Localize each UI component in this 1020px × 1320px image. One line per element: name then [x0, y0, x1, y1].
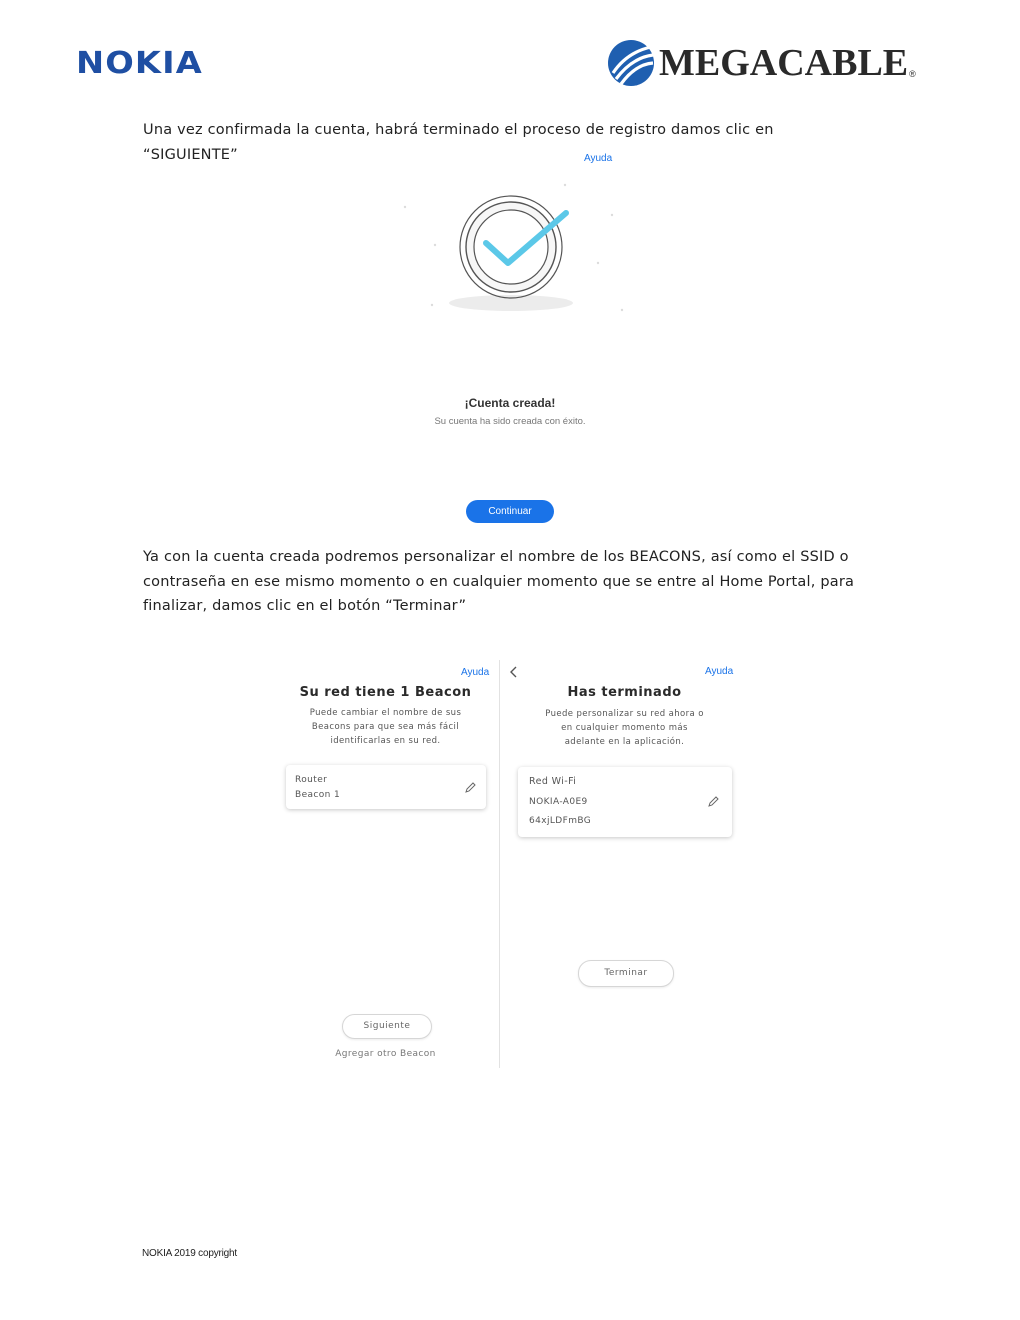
- description-line-1: Puede cambiar el nombre de sus: [309, 708, 462, 718]
- success-title: ¡Cuenta creada!: [464, 396, 556, 410]
- instruction-paragraph-2: [143, 545, 863, 619]
- add-beacon-link[interactable]: Agregar otro Beacon: [335, 1049, 436, 1059]
- help-link[interactable]: Ayuda: [705, 666, 734, 677]
- megacable-wordmark: MEGACABLE: [659, 42, 909, 84]
- pencil-icon[interactable]: [464, 781, 477, 794]
- nokia-logo: NOKIA: [76, 46, 203, 81]
- wifi-label: Red Wi-Fi: [529, 776, 577, 787]
- continue-button[interactable]: Continuar: [466, 500, 554, 523]
- panel-description: [278, 706, 493, 748]
- megacable-emblem-icon: [607, 39, 655, 87]
- success-subtitle: Su cuenta ha sido creada con éxito.: [434, 416, 586, 427]
- description-line-3: identificarlas en su red.: [330, 736, 441, 746]
- beacon-card[interactable]: [286, 765, 486, 809]
- panel-description: [502, 707, 747, 749]
- help-link[interactable]: Ayuda: [584, 153, 613, 164]
- description-line-2: en cualquier momento más: [561, 723, 688, 733]
- panel-title: Has terminado: [567, 685, 682, 700]
- beacon-type: Router: [295, 775, 328, 785]
- help-link[interactable]: Ayuda: [461, 667, 490, 678]
- paragraph-2-line-3: finalizar, damos clic en el botón “Terminar”: [143, 598, 467, 614]
- finished-panel: [502, 660, 747, 1068]
- beacon-name: Beacon 1: [295, 790, 341, 800]
- description-line-3: adelante en la aplicación.: [564, 737, 685, 747]
- wifi-card[interactable]: [518, 767, 732, 837]
- description-line-1: Puede personalizar su red ahora o: [545, 709, 704, 719]
- footer-copyright: NOKIA 2019 copyright: [142, 1248, 237, 1259]
- finish-button[interactable]: Terminar: [578, 960, 674, 987]
- pencil-icon[interactable]: [707, 795, 720, 808]
- back-chevron-icon[interactable]: [509, 666, 519, 678]
- instruction-paragraph-1: Una vez confirmada la cuenta, habrá terminado el proceso de registro damos clic en “SIGUIENTE”: [143, 122, 774, 163]
- registered-mark: ®: [909, 69, 916, 79]
- next-button[interactable]: Siguiente: [342, 1014, 432, 1039]
- check-icon: [390, 175, 630, 325]
- megacable-logo: [607, 38, 916, 88]
- paragraph-2-line-1: Ya con la cuenta creada podremos personalizar el nombre de los BEACONS, así como el SSID o: [143, 549, 849, 565]
- wifi-password: 64xjLDFmBG: [529, 816, 592, 826]
- wifi-ssid: NOKIA-A0E9: [529, 797, 588, 807]
- description-line-2: Beacons para que sea más fácil: [311, 722, 460, 732]
- paragraph-2-line-2: contraseña en ese mismo momento o en cualquier momento que se entre al Home Portal, para: [143, 573, 855, 590]
- panel-title: Su red tiene 1 Beacon: [299, 685, 472, 700]
- beacon-panel: [278, 660, 498, 1068]
- panel-divider: [499, 660, 500, 1068]
